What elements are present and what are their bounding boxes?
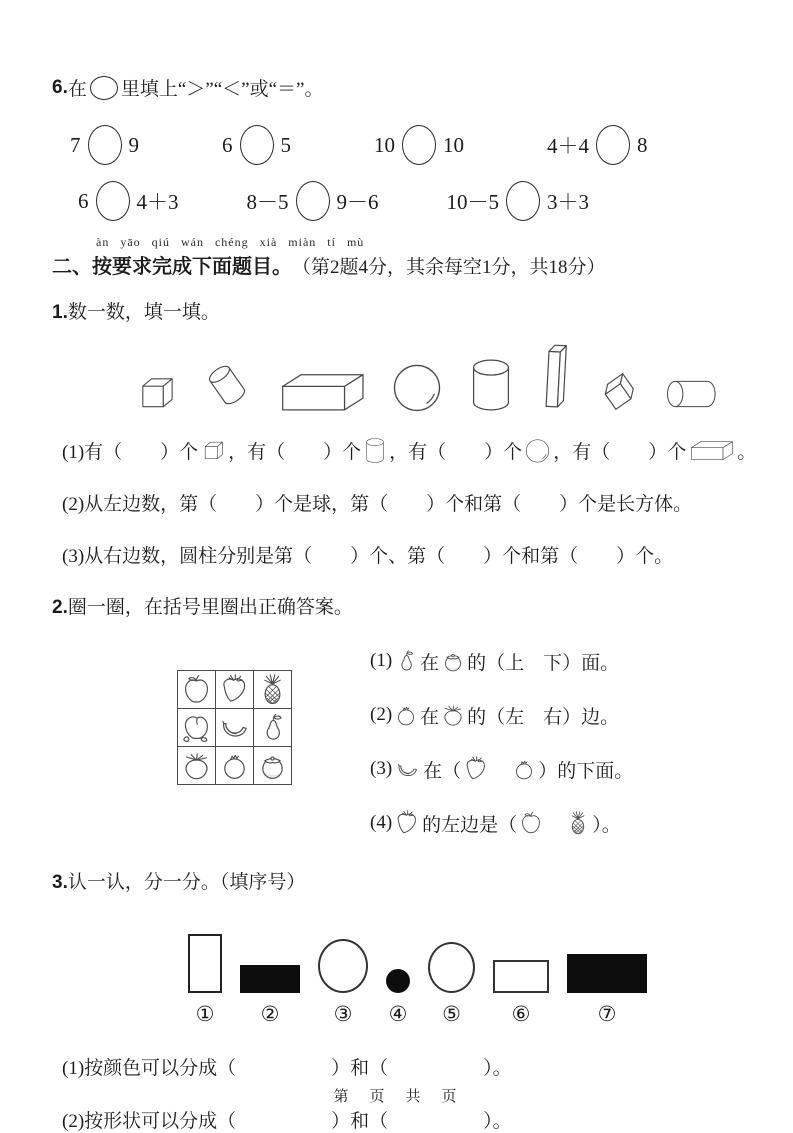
- fruit-cell: [177, 670, 216, 709]
- banana-icon: [219, 712, 250, 743]
- q6-title-pre: 在: [67, 79, 87, 100]
- fruit-cell: [253, 670, 292, 709]
- persimmon-icon: [257, 750, 288, 781]
- strawberry-icon: [394, 810, 420, 836]
- answer-circle: [90, 76, 118, 100]
- answer-circle: [296, 181, 330, 221]
- left-operand: 8－5: [246, 190, 289, 214]
- cylinder-icon: [363, 436, 387, 465]
- fruit-cell: [177, 708, 216, 747]
- page-footer: 第 页 共 页: [333, 1088, 460, 1105]
- shape-number-label: ⑤: [442, 1002, 461, 1026]
- q2-title: [52, 592, 745, 619]
- sphere-icon: [524, 437, 551, 464]
- rect-tall-outline-shape: [188, 934, 222, 993]
- comparison-item: [447, 181, 590, 221]
- q1-title: [52, 297, 745, 324]
- shape-column: [567, 954, 647, 1027]
- shape-column: [493, 960, 549, 1027]
- answer-circle: [240, 125, 274, 165]
- q2-title-text: 圈一圈，在括号里圈出正确答案。: [67, 597, 353, 618]
- text-run: ，有（ ）个: [228, 441, 362, 463]
- answer-circle: [596, 125, 630, 165]
- text-run: [491, 756, 510, 783]
- q2-item: [370, 807, 633, 839]
- text-run: (3)从右边数，圆柱分别是第（ ）个、第（ ）个和第（ ）个。: [62, 545, 674, 567]
- text-run: (2)从左边数，第（ ）个是球，第（ ）个和第（ ）个是长方体。: [62, 493, 693, 515]
- apple-icon: [181, 674, 212, 705]
- q6-title-post: 里填上“＞”“＜”或“＝”。: [120, 79, 324, 100]
- right-operand: 3＋3: [547, 190, 589, 214]
- cuboid-icon: [688, 438, 735, 462]
- q1-number: 1.: [52, 302, 68, 323]
- fruit-grid-row: [178, 671, 292, 709]
- section2-title-main: 二、按要求完成下面题目。: [52, 256, 292, 278]
- dot-black-shape: [386, 969, 410, 993]
- strawberry-icon: [219, 674, 250, 705]
- text-run: (2): [370, 704, 393, 725]
- right-operand: 9: [128, 132, 139, 157]
- fruit-grid-row: [178, 747, 292, 785]
- rect-outline-shape: [493, 960, 549, 993]
- strawberry-icon: [463, 756, 489, 782]
- q2-item: [370, 753, 633, 785]
- right-operand: 9－6: [336, 190, 379, 214]
- shape-column: [188, 934, 222, 1027]
- pear-icon: [394, 649, 418, 673]
- text-run: ）的下面。: [538, 760, 634, 782]
- fruit-cell: [215, 670, 254, 709]
- q1-sub-line-2: [62, 486, 745, 518]
- comparison-item: [222, 125, 291, 165]
- q2-item: [370, 699, 633, 731]
- sphere-icon: [390, 360, 444, 414]
- text-run: (3): [370, 758, 393, 779]
- fruit-cell: [215, 708, 254, 747]
- q2-number: 2.: [52, 597, 68, 618]
- q6-comparison-row-2: [78, 181, 745, 221]
- cylinder-side-icon: [664, 374, 720, 414]
- text-run: ，有（ ）个: [389, 441, 523, 463]
- left-operand: 6: [78, 188, 89, 213]
- peach-icon: [181, 712, 212, 743]
- q6-number: 6.: [52, 76, 68, 98]
- text-run: 的（左 右）边。: [467, 706, 620, 728]
- text-run: (4): [370, 812, 393, 833]
- text-run: 。: [737, 441, 757, 463]
- shape-column: [428, 942, 475, 1027]
- answer-circle: [96, 181, 130, 221]
- circle-outline-shape: [428, 942, 475, 993]
- q2-body: [52, 645, 745, 861]
- q3-sub-line-1: (1)按颜色可以分成（ ）和（ ）。: [62, 1058, 512, 1079]
- shape-number-label: ③: [333, 1002, 353, 1026]
- orange-icon: [394, 703, 418, 727]
- text-run: 的左边是（: [422, 814, 518, 836]
- shape-column: [318, 939, 368, 1027]
- text-run: 在: [420, 652, 440, 674]
- comparison-item: [247, 181, 379, 221]
- pear-icon: [257, 712, 288, 743]
- comparison-item: [70, 125, 139, 165]
- text-run: 在: [420, 706, 440, 728]
- cube-icon: [134, 370, 178, 414]
- shape-column: [240, 965, 300, 1027]
- text-run: ，有（ ）个: [553, 441, 687, 463]
- text-run: 在（: [423, 760, 462, 782]
- text-run: (1): [370, 650, 393, 671]
- answer-circle: [506, 181, 540, 221]
- orange-icon: [512, 757, 536, 781]
- shape-number-label: ①: [195, 1002, 215, 1026]
- solids-row: [134, 336, 745, 414]
- left-operand: 6: [222, 132, 233, 157]
- text-run: (1)有（ ）个: [62, 441, 199, 463]
- flat-shapes-row: [188, 934, 745, 1027]
- right-operand: 8: [637, 132, 648, 157]
- q3-sub-line-2: (2)按形状可以分成（ ）和（ ）。: [62, 1111, 512, 1132]
- cube-icon: [200, 437, 226, 463]
- cylinder-tilted-icon: [200, 356, 254, 414]
- comparison-item: [547, 125, 648, 165]
- comparison-item: [374, 125, 464, 165]
- pineapple-icon: [566, 811, 590, 835]
- section2-pinyin: àn yāo qiú wán chéng xià miàn tí mù: [96, 235, 365, 249]
- rect-black-wide-shape: [567, 954, 647, 993]
- left-operand: 10－5: [446, 190, 499, 214]
- shape-number-label: ⑦: [597, 1002, 617, 1026]
- text-run: ）。: [592, 814, 621, 836]
- apple-icon: [519, 811, 543, 835]
- shape-column: [386, 969, 410, 1027]
- left-operand: 10: [374, 132, 395, 157]
- q1-sub-line-3: [62, 538, 745, 570]
- pineapple-icon: [257, 674, 288, 705]
- section2-score-note: （第2题4分，其余每空1分，共18分）: [292, 257, 606, 278]
- q6-comparison-row-1: [70, 125, 745, 165]
- text-run: 的（上 下）面。: [467, 652, 620, 674]
- cube-tilted-icon: [594, 368, 642, 414]
- answer-circle: [88, 125, 122, 165]
- fruit-cell: [253, 708, 292, 747]
- answer-circle: [402, 125, 436, 165]
- rect-black-shape: [240, 965, 300, 993]
- shape-number-label: ④: [388, 1002, 408, 1026]
- tomato-icon: [181, 750, 212, 781]
- persimmon-icon: [441, 649, 465, 673]
- q3-number: 3.: [52, 872, 68, 893]
- fruit-cell: [253, 746, 292, 785]
- comparison-item: [78, 181, 179, 221]
- right-operand: 5: [280, 132, 291, 157]
- q2-items: [370, 645, 633, 861]
- q1-title-text: 数一数，填一填。: [67, 302, 220, 323]
- cuboid-tall-icon: [538, 338, 572, 414]
- shape-number-label: ②: [260, 1002, 280, 1026]
- cuboid-icon: [276, 368, 368, 414]
- shape-number-label: ⑥: [511, 1002, 531, 1026]
- banana-icon: [394, 757, 421, 781]
- q3-title: [52, 867, 745, 894]
- circle-outline-lg-shape: [318, 939, 368, 993]
- q2-item: [370, 645, 633, 677]
- q1-sub-line-1: [62, 434, 757, 466]
- section2-title: [52, 250, 745, 279]
- text-run: [545, 810, 564, 837]
- orange-icon: [219, 750, 250, 781]
- right-operand: 10: [443, 132, 464, 157]
- q6-title: [52, 74, 745, 101]
- q3-title-text: 认一认，分一分。（填序号）: [67, 872, 306, 893]
- fruit-grid: [178, 671, 292, 785]
- fruit-cell: [215, 746, 254, 785]
- tomato-icon: [441, 703, 465, 727]
- left-operand: 7: [70, 132, 81, 157]
- left-operand: 4＋4: [547, 134, 589, 158]
- right-operand: 4＋3: [136, 190, 179, 214]
- cylinder-icon: [466, 356, 516, 414]
- fruit-cell: [177, 746, 216, 785]
- fruit-grid-row: [178, 709, 292, 747]
